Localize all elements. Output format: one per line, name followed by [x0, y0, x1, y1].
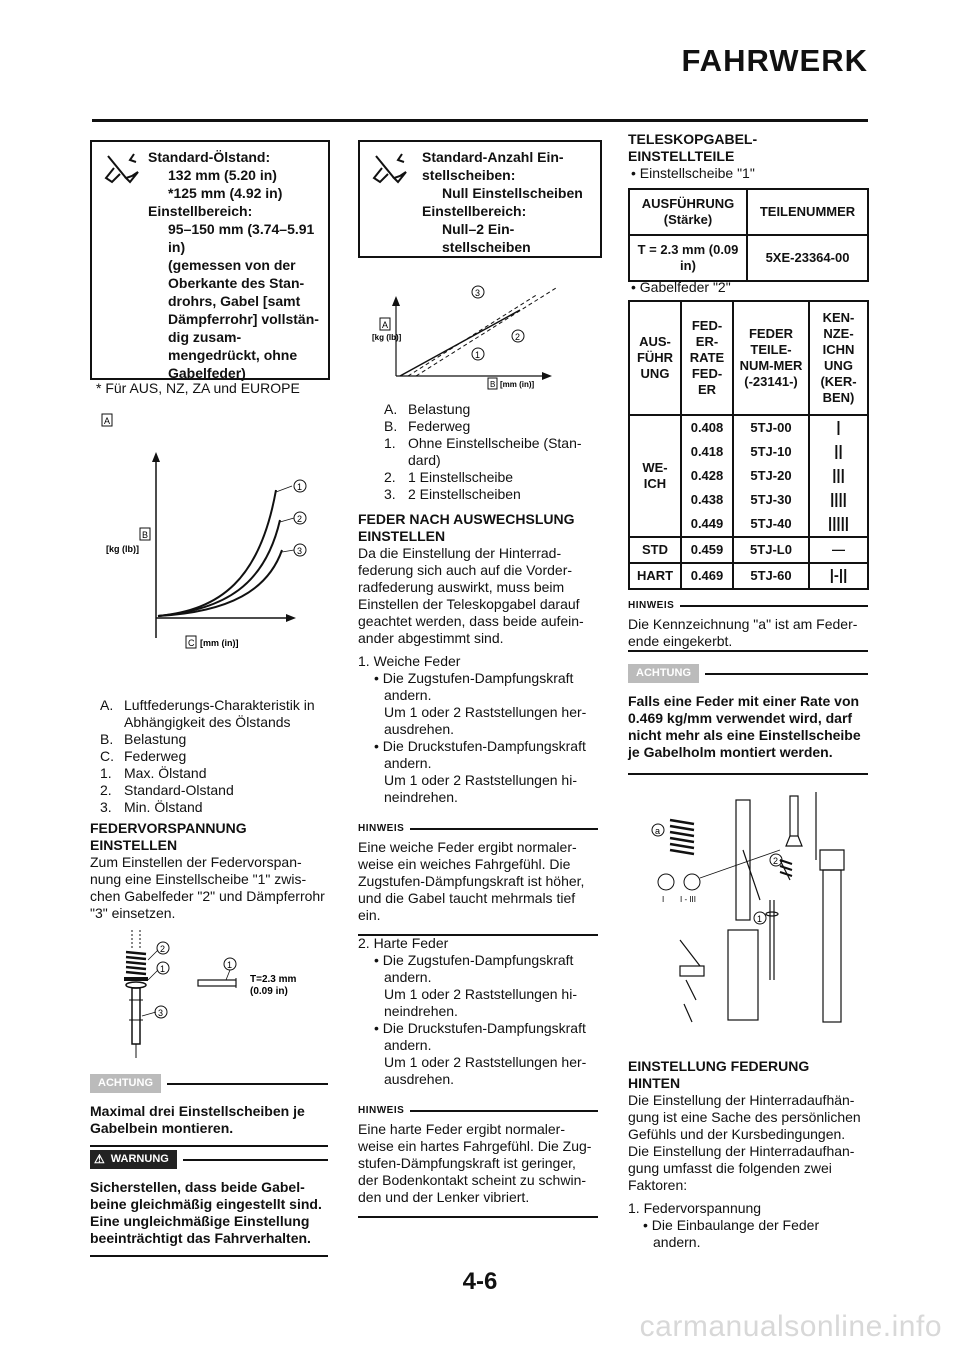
- header-rule: [92, 119, 868, 122]
- soft-bullet-2c: Um 1 oder 2 Raststellungen hi-neindrehen.: [384, 772, 577, 805]
- part-cell: 5TJ-10: [733, 440, 809, 464]
- shim-count-diagram: [370, 280, 570, 390]
- callout-3: 3: [158, 1008, 164, 1018]
- hard-bullet-2c: Um 1 oder 2 Raststellungen her-ausdrehen.: [384, 1054, 587, 1087]
- spec-line: Dämpferrohr] vollstän-: [168, 311, 319, 327]
- after-replace-heading: FEDER NACH AUSWECHSLUNG EINSTELLEN: [358, 511, 575, 544]
- note-spring-mark: [628, 597, 868, 650]
- soft-bullet-1c: Um 1 oder 2 Raststellungen her-ausdrehen.: [384, 704, 587, 737]
- hard-bullet-2: • Die Druckstufen-Dampfungskraft: [374, 1020, 598, 1037]
- soft-spring-title: 1. Weiche Feder: [358, 653, 461, 669]
- shim-bullet: • Einstellscheibe "1": [631, 165, 755, 182]
- caption-key: 2.: [384, 469, 396, 485]
- caption-key: 3.: [100, 799, 112, 815]
- hard-spring-section: [358, 935, 598, 1088]
- mark-cell: ||||: [809, 488, 868, 512]
- shim-thickness: T=2.3 mm: [250, 974, 297, 985]
- note-tag: HINWEIS: [628, 600, 675, 611]
- part-cell: 5TJ-60: [733, 563, 809, 589]
- soft-bullet-1b: andern.: [384, 687, 432, 703]
- soft-bullet-2: • Die Druckstufen-Dampfungskraft: [374, 738, 598, 755]
- label-b: B: [142, 530, 149, 540]
- caution-notice-right: [628, 650, 868, 775]
- shim-thickness-in: (0.09 in): [250, 986, 288, 997]
- table-header: FEDER TEILE-NUM-MER (-23141-): [733, 301, 809, 415]
- caption-text: Ohne Einstellscheibe (Stan-dard): [408, 435, 582, 468]
- warning-triangle-icon: ⚠: [94, 1152, 105, 1166]
- warning-end-rule: [90, 1255, 328, 1257]
- rear-item-1: 1. Federvorspannung: [628, 1200, 762, 1216]
- spec-box-shims: [358, 140, 602, 258]
- callout-1: 1: [475, 350, 481, 360]
- spec-text: [148, 148, 324, 382]
- caption-text: 1 Einstellscheibe: [408, 469, 514, 485]
- note-text: Eine weiche Feder ergibt normaler-weise ein weiches Fahrgefühl. Die Zugstufen-Dämpfungskraft ist höher, und die Gabel taucht mehrmals tief ein.: [358, 839, 585, 923]
- callout-1-shim: 1: [227, 960, 233, 970]
- mark-multi: I - III: [680, 895, 696, 904]
- callout-2: 2: [773, 856, 779, 866]
- rate-cell: 0.469: [681, 563, 733, 589]
- fork-exploded-diagram: [640, 790, 870, 1040]
- warning-text: Sicherstellen, dass beide Gabel-beine gleichmäßig eingestellt sind. Eine ungleichmäßige Einstellung beeinträchtigt das Fahrverhalten.: [90, 1179, 322, 1246]
- caution-text: Maximal drei Einstellscheiben je Gabelbein montieren.: [90, 1103, 305, 1136]
- table-group-hard: HART: [629, 563, 681, 589]
- callout-2: 2: [515, 332, 521, 342]
- rate-cell: 0.449: [681, 512, 733, 537]
- rear-bullet: • Die Einbaulange der Feder: [643, 1217, 819, 1234]
- mark-cell: |||: [809, 464, 868, 488]
- spec-line: in): [168, 239, 186, 255]
- wrench-icon: [368, 148, 414, 194]
- part-cell: 5TJ-40: [733, 512, 809, 537]
- spec-line: Einstellbereich:: [148, 203, 253, 219]
- y-unit: [kg (lb)]: [106, 544, 139, 554]
- fig3-caption: [384, 401, 599, 503]
- shim-diagram: [110, 930, 330, 1060]
- preload-heading: FEDERVORSPANNUNG EINSTELLEN: [90, 820, 247, 853]
- spec-line: Einstellbereich:: [422, 203, 527, 219]
- table-header: AUSFÜHRUNG (Stärke): [629, 189, 747, 235]
- part-cell: 5TJ-00: [733, 415, 809, 440]
- part-cell: 5TJ-L0: [733, 537, 809, 563]
- soft-spring-section: [358, 653, 598, 806]
- note-tag: HINWEIS: [358, 1105, 405, 1116]
- mark-cell: ||: [809, 440, 868, 464]
- caption-key: 3.: [384, 486, 396, 502]
- rate-cell: 0.418: [681, 440, 733, 464]
- caption-key: 1.: [100, 765, 112, 781]
- spec-line: Gabelfeder): [168, 365, 246, 381]
- caption-text: Min. Ölstand: [124, 799, 203, 815]
- mark-single: I: [662, 895, 665, 904]
- spec-line: Oberkante des Stan-: [168, 275, 305, 291]
- section-title: FAHRWERK: [681, 43, 868, 78]
- x-unit: [mm (in)]: [500, 380, 535, 389]
- rear-bullet-cont: andern.: [653, 1234, 701, 1250]
- part-cell: 5TJ-30: [733, 488, 809, 512]
- caution-end-rule: [90, 1145, 328, 1147]
- table-cell: 5XE-23364-00: [747, 235, 868, 281]
- callout-1: 1: [757, 914, 763, 924]
- table-header: AUS-FÜHR UNG: [629, 301, 681, 415]
- spring-table: [628, 300, 869, 590]
- mark-cell: |: [809, 415, 868, 440]
- caption-text: Standard-Olstand: [124, 782, 234, 798]
- note-text: Eine harte Feder ergibt normaler-weise ein hartes Fahrgefühl. Die Zug-stufen-Dämpfungskraft ist geringer, der Bodenkontakt scheint zu schwin-den und der Lenker vibriert.: [358, 1121, 592, 1205]
- callout-1: 1: [297, 482, 303, 492]
- hard-bullet-1b: andern.: [384, 969, 432, 985]
- spec-line: stellscheiben: [442, 239, 531, 255]
- caption-key: A.: [384, 401, 398, 417]
- caption-key: B.: [100, 731, 114, 747]
- warning-notice: [90, 1150, 328, 1257]
- caption-key: A.: [100, 697, 114, 713]
- caption-text: Max. Ölstand: [124, 765, 207, 781]
- table-cell: T = 2.3 mm (0.09 in): [629, 235, 747, 281]
- spec-line: Null–2 Ein-: [442, 221, 515, 237]
- oil-level-diagram: [100, 410, 330, 650]
- fig1-caption: [100, 697, 350, 816]
- callout-2: 2: [297, 514, 303, 524]
- callout-3: 3: [297, 546, 303, 556]
- hard-bullet-1: • Die Zugstufen-Dampfungskraft: [374, 952, 598, 969]
- fork-parts-heading: TELESKOPGABEL-EINSTELLTEILE: [628, 131, 758, 164]
- rate-cell: 0.438: [681, 488, 733, 512]
- callout-3: 3: [475, 288, 481, 298]
- hard-spring-title: 2. Harte Feder: [358, 935, 449, 951]
- soft-bullet-2b: andern.: [384, 755, 432, 771]
- caution-tag: ACHTUNG: [90, 1074, 161, 1093]
- caution-top-rule: [628, 650, 868, 652]
- after-replace-text: Da die Einstellung der Hinterrad-federung sich auch auf die Vorder-radfederung auswirkt, muss beim Einstellen der Teleskopgabel darauf geachtet werden, dass beide aufein-ander abgestimmt sind.: [358, 545, 584, 646]
- rate-cell: 0.408: [681, 415, 733, 440]
- caption-key: 2.: [100, 782, 112, 798]
- caption-text: Belastung: [408, 401, 471, 417]
- note-text: Die Kennzeichnung "a" ist am Feder-ende eingekerbt.: [628, 616, 858, 649]
- watermark: carmanualsonline.info: [639, 1310, 942, 1343]
- wrench-icon: [100, 148, 146, 194]
- callout-2: 2: [160, 944, 166, 954]
- caution-notice-left: [90, 1074, 328, 1147]
- caption-text: 2 Einstellscheiben: [408, 486, 521, 502]
- spec-line: Standard-Ölstand:: [148, 149, 271, 165]
- shim-table: [628, 188, 869, 282]
- caption-key: 1.: [384, 435, 396, 451]
- spec-line: Standard-Anzahl Ein-: [422, 149, 564, 165]
- spec-text: [422, 148, 598, 256]
- spec-line: Null Einstellscheiben: [442, 185, 583, 201]
- y-unit: [kg (lb)]: [372, 333, 402, 342]
- table-header: KEN-NZE-ICHN UNG (KER-BEN): [809, 301, 868, 415]
- rate-cell: 0.428: [681, 464, 733, 488]
- mark-cell: |||||: [809, 512, 868, 537]
- note-tag: HINWEIS: [358, 823, 405, 834]
- table-group-soft: WE-ICH: [629, 415, 681, 537]
- rear-suspension-text: Die Einstellung der Hinterradaufhän-gung ist eine Sache des persönlichen Gefühls und der Kursbedingungen. Die Einstellung der Hinterradaufhan-gung umfasst die folgenden zwei Faktoren:: [628, 1092, 861, 1193]
- spec-line: mengedrückt, ohne: [168, 347, 298, 363]
- rear-suspension-heading: EINSTELLUNG FEDERUNG HINTEN: [628, 1058, 810, 1091]
- spec-line: 95–150 mm (3.74–5.91: [168, 221, 315, 237]
- label-a: A: [104, 416, 111, 426]
- table-header: TEILENUMMER: [747, 189, 868, 235]
- rate-cell: 0.459: [681, 537, 733, 563]
- spec-line: *125 mm (4.92 in): [168, 185, 283, 201]
- footnote: * Für AUS, NZ, ZA und EUROPE: [96, 380, 300, 396]
- x-unit: [mm (in)]: [200, 638, 239, 648]
- note-end-rule: [358, 1216, 598, 1218]
- table-header: FED-ER-RATE FED-ER: [681, 301, 733, 415]
- soft-bullet-1: • Die Zugstufen-Dampfungskraft: [374, 670, 598, 687]
- caption-key: C.: [100, 748, 114, 764]
- caution-text: Falls eine Feder mit einer Rate von 0.469 kg/mm verwendet wird, darf nicht mehr als eine Einstellscheibe je Gabelholm montiert werden.: [628, 693, 861, 760]
- label-c: C: [188, 638, 195, 648]
- label-a: A: [382, 320, 389, 330]
- caution-tag: ACHTUNG: [628, 664, 699, 683]
- table-group-std: STD: [629, 537, 681, 563]
- spec-line: (gemessen von der: [168, 257, 296, 273]
- part-cell: 5TJ-20: [733, 464, 809, 488]
- caption-text: Federweg: [408, 418, 471, 434]
- mark-cell: —: [809, 537, 868, 563]
- warning-label: WARNUNG: [110, 1153, 169, 1165]
- caption-text: Federweg: [124, 748, 187, 764]
- callout-1: 1: [160, 964, 166, 974]
- mark-cell: |-||: [809, 563, 868, 589]
- page-number: 4-6: [462, 1268, 498, 1295]
- caution-end-rule: [628, 773, 868, 775]
- caption-text: Belastung: [124, 731, 187, 747]
- preload-text: Zum Einstellen der Federvorspan-nung eine Einstellscheibe "1" zwis-chen Gabelfeder "2" und Dämpferrohr "3" einsetzen.: [90, 854, 325, 921]
- note-hard-spring: [358, 1102, 598, 1218]
- spring-bullet: • Gabelfeder "2": [631, 279, 731, 296]
- callout-a: a: [655, 826, 661, 836]
- caption-text: Luftfederungs-Charakteristik in Abhängigkeit des Ölstands: [124, 697, 315, 730]
- hard-bullet-1c: Um 1 oder 2 Raststellungen hi-neindrehen.: [384, 986, 577, 1019]
- spec-line: dig zusam-: [168, 329, 242, 345]
- note-soft-spring: [358, 820, 598, 936]
- spec-line: 132 mm (5.20 in): [168, 167, 277, 183]
- warning-tag: [90, 1150, 177, 1169]
- hard-bullet-2b: andern.: [384, 1037, 432, 1053]
- spec-line: drohrs, Gabel [samt: [168, 293, 301, 309]
- spec-line: stellscheiben:: [422, 167, 516, 183]
- label-b: B: [490, 380, 496, 389]
- caption-key: B.: [384, 418, 398, 434]
- spec-box-oil-level: [90, 140, 330, 380]
